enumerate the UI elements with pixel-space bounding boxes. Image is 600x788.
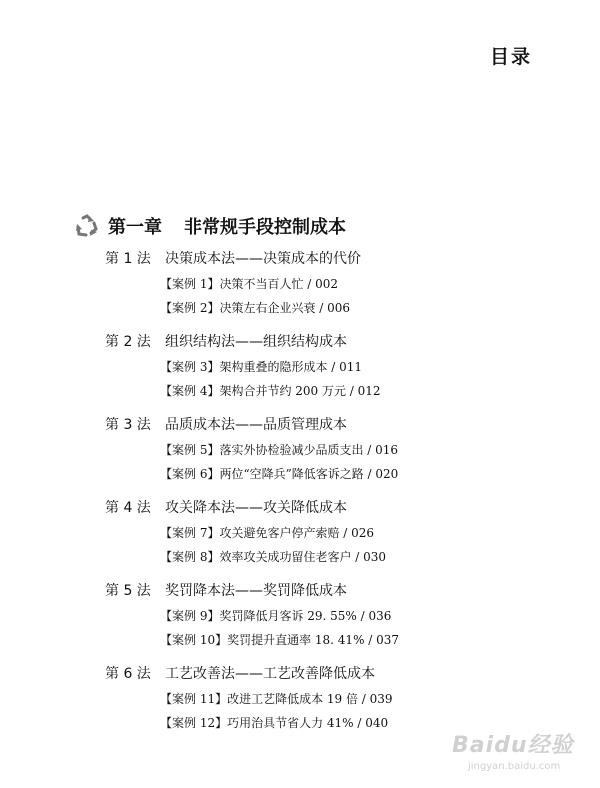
section-title[interactable]: 组织结构法——组织结构成本 (165, 334, 347, 350)
section-title[interactable]: 决策成本法——决策成本的代价 (165, 251, 361, 267)
watermark-logo: Baidu经验 (452, 733, 574, 758)
case-item[interactable]: 【案例 12】巧用治具节省人力 41% / 040 (160, 716, 389, 730)
case-item[interactable]: 【案例 1】决策不当百人忙 / 002 (160, 277, 339, 291)
section-title[interactable]: 奖罚降本法——奖罚降低成本 (165, 583, 347, 599)
chapter-heading (74, 213, 346, 239)
section-number: 第 2 法 (105, 334, 151, 350)
section-6 (105, 663, 393, 735)
section-4 (105, 497, 386, 569)
case-item[interactable]: 【案例 6】两位“空降兵”降低客诉之路 / 020 (160, 467, 399, 481)
case-item[interactable]: 【案例 7】攻关避免客户停产索赔 / 026 (160, 526, 375, 540)
section-5 (105, 580, 399, 652)
chapter-label: 第一章 (108, 217, 162, 238)
case-item[interactable]: 【案例 3】架构重叠的隐形成本 / 011 (160, 360, 363, 374)
case-item[interactable]: 【案例 9】奖罚降低月客诉 29. 55% / 036 (160, 609, 392, 623)
section-number: 第 5 法 (105, 583, 151, 599)
section-title[interactable]: 工艺改善法——工艺改善降低成本 (165, 666, 375, 682)
case-item[interactable]: 【案例 11】改进工艺降低成本 19 倍 / 039 (160, 692, 393, 706)
section-number: 第 6 法 (105, 666, 151, 682)
section-1 (105, 248, 361, 320)
section-3 (105, 414, 398, 486)
section-number: 第 3 法 (105, 417, 151, 433)
section-title[interactable]: 攻关降本法——攻关降低成本 (165, 500, 347, 516)
section-2 (105, 331, 381, 403)
watermark-url: jingyan.baidu.com (468, 761, 561, 772)
section-number: 第 4 法 (105, 500, 151, 516)
case-item[interactable]: 【案例 5】落实外协检验减少品质支出 / 016 (160, 443, 399, 457)
page-title: 目录 (490, 46, 533, 68)
case-item[interactable]: 【案例 4】架构合并节约 200 万元 / 012 (160, 384, 381, 398)
section-title[interactable]: 品质成本法——品质管理成本 (165, 417, 347, 433)
case-item[interactable]: 【案例 10】奖罚提升直通率 18. 41% / 037 (160, 633, 400, 647)
case-item[interactable]: 【案例 8】效率攻关成功留住老客户 / 030 (160, 550, 387, 564)
chapter-title: 非常规手段控制成本 (184, 217, 346, 238)
section-number: 第 1 法 (105, 251, 151, 267)
recycle-icon (74, 213, 100, 239)
watermark (452, 728, 592, 780)
case-item[interactable]: 【案例 2】决策左右企业兴衰 / 006 (160, 301, 351, 315)
